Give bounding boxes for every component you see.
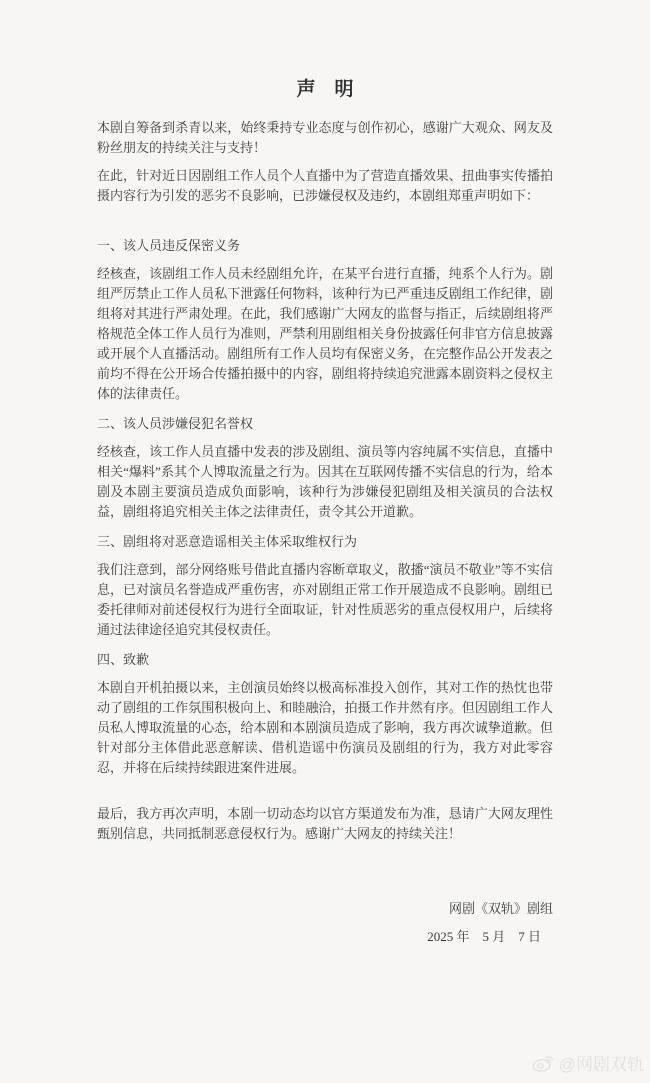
section-1-heading: 一、该人员违反保密义务	[97, 238, 241, 253]
section-3-heading: 三、剧组将对恶意造谣相关主体采取维权行为	[97, 534, 358, 549]
closing-paragraph: 最后，我方再次声明，本剧一切动态均以官方渠道发布为准，恳请广大网友理性甄别信息，共同抵制恶意侵权行为。感谢广大网友的持续关注！	[97, 806, 553, 841]
section-4-body: 本剧自开机拍摄以来，主创演员始终以极高标准投入创作，其对工作的热忱也带动了剧组的工作氛围积极向上、和睦融洽，拍摄工作井然有序。但因剧组工作人员私人博取流量的心态，给本剧和本剧演员造成了影响，我方再次诚挚道歉。但针对部分主体借此恶意解读、借机造谣中伤演员及剧组的行为，我方对此零容忍，并将在后续持续跟进案件进展。	[97, 680, 553, 775]
date-line: 2025 年 5 月 7 日	[427, 929, 541, 944]
watermark-text: @网剧双轨	[558, 1055, 644, 1074]
section-1-body: 经核查，该剧组工作人员未经剧组允许，在某平台进行直播，纯系个人行为。剧组严厉禁止工作人员私下泄露任何物料，该种行为已严重违反剧组工作纪律，剧组将对其进行严肃处理。在此，我们感谢广大网友的监督与指正，后续剧组将严格规范全体工作人员行为准则，严禁利用剧组相关身份披露任何非官方信息披露或开展个人直播活动。剧组所有工作人员均有保密义务，在完整作品公开发表之前均不得在公开场合传播拍摄中的内容，剧组将持续追究泄露本剧资料之侵权主体的法律责任。	[97, 266, 553, 401]
weibo-watermark	[532, 1050, 644, 1075]
statement-title: 声 明	[296, 79, 354, 100]
intro-paragraph-1: 本剧自筹备到杀青以来，始终秉持专业态度与创作初心，感谢广大观众、网友及粉丝朋友的持续关注与支持！	[97, 120, 553, 155]
section-4-heading: 四、致歉	[97, 652, 150, 667]
section-2-heading: 二、该人员涉嫌侵犯名誉权	[97, 416, 254, 431]
statement-document	[97, 78, 553, 955]
weibo-icon	[532, 1053, 554, 1072]
section-2-body: 经核查，该工作人员直播中发表的涉及剧组、演员等内容纯属不实信息，直播中相关“爆料”系其个人博取流量之行为。因其在互联网传播不实信息的行为，给本剧及本剧主要演员造成负面影响，该种行为涉嫌侵犯剧组及相关演员的合法权益，剧组将追究相关主体之法律责任，责令其公开道歉。	[97, 444, 553, 519]
section-3-body: 我们注意到，部分网络账号借此直播内容断章取义，散播“演员不敬业”等不实信息，已对演员名誉造成严重伤害，亦对剧组正常工作开展造成不良影响。剧组已委托律师对前述侵权行为进行全面取证，针对性质恶劣的重点侵权用户，后续将通过法律途径追究其侵权责任。	[97, 562, 553, 637]
intro-paragraph-2: 在此，针对近日因剧组工作人员个人直播中为了营造直播效果、扭曲事实传播拍摄内容行为引发的恶劣不良影响，已涉嫌侵权及违约，本剧组郑重声明如下：	[97, 168, 553, 203]
signature-line: 网剧《双轨》剧组	[448, 901, 553, 916]
